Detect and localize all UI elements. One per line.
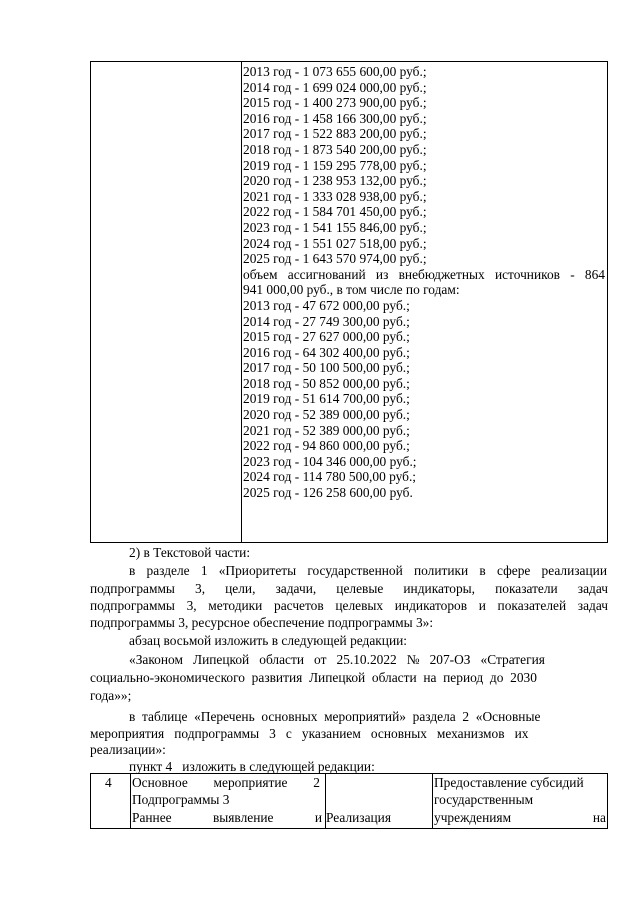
- implementation-line-1: Предоставление субсидий: [434, 775, 584, 790]
- row-number: 4: [105, 775, 112, 790]
- budget-line: 2013 год - 47 672 000,00 руб.;: [243, 297, 410, 313]
- implementation-line-2: государственным: [434, 792, 534, 807]
- budget-line: 2022 год - 94 860 000,00 руб.;: [243, 438, 410, 454]
- law-line-1: «Законом Липецкой области от 25.10.2022 № 207-ОЗ «Стратегия: [129, 652, 545, 667]
- budget-line: 2021 год - 1 333 028 938,00 руб.;: [243, 188, 427, 204]
- budget-line: 2021 год - 52 389 000,00 руб.;: [243, 422, 410, 438]
- activity-line-1: Основное мероприятие 2: [132, 775, 320, 790]
- budget-line: 2015 год - 27 627 000,00 руб.;: [243, 329, 410, 345]
- activity-line-2: Подпрограммы 3: [132, 792, 230, 807]
- budget-line: объем ассигнований из внебюджетных источников - 864: [243, 266, 605, 282]
- budget-line: 2019 год - 1 159 295 778,00 руб.;: [243, 157, 427, 173]
- item-2: 2) в Текстовой части:: [129, 545, 251, 560]
- budget-line: 2014 год - 1 699 024 000,00 руб.;: [243, 79, 427, 95]
- budget-line: 2024 год - 1 551 027 518,00 руб.;: [243, 235, 427, 251]
- budget-line: 2018 год - 50 852 000,00 руб.;: [243, 375, 410, 391]
- budget-line: 2024 год - 114 780 500,00 руб.;: [243, 469, 417, 485]
- budget-line: 2020 год - 1 238 953 132,00 руб.;: [243, 173, 427, 189]
- table-column-divider: [241, 62, 242, 542]
- budget-line: 2016 год - 1 458 166 300,00 руб.;: [243, 110, 427, 126]
- budget-line: 2017 год - 50 100 500,00 руб.;: [243, 360, 410, 376]
- budget-line: 2018 год - 1 873 540 200,00 руб.;: [243, 141, 427, 157]
- table-ref-line-2: мероприятия подпрограммы 3 с указанием основных механизмов их: [90, 726, 529, 741]
- budget-line: 2013 год - 1 073 655 600,00 руб.;: [243, 64, 427, 79]
- section1-line-4: подпрограммы 3, ресурсное обеспечение подпрограммы 3»:: [90, 615, 434, 630]
- budget-line: 941 000,00 руб., в том числе по годам:: [243, 282, 460, 298]
- table-ref-line-3: реализации»:: [90, 742, 166, 757]
- section1-line-3: подпрограммы 3, методики расчетов целевых индикаторов и показателей задач: [90, 598, 608, 613]
- budget-line: 2025 год - 1 643 570 974,00 руб.;: [243, 251, 427, 267]
- budget-line: 2015 год - 1 400 273 900,00 руб.;: [243, 95, 427, 111]
- budget-line: 2025 год - 126 258 600,00 руб.: [243, 485, 413, 501]
- point-4-instruction: пункт 4 изложить в следующей редакции:: [129, 759, 375, 774]
- budget-line: 2017 год - 1 522 883 200,00 руб.;: [243, 126, 427, 142]
- activity-line-3: Раннее выявление и: [132, 810, 322, 825]
- budget-line: 2023 год - 1 541 155 846,00 руб.;: [243, 219, 427, 235]
- budget-line: 2016 год - 64 302 400,00 руб.;: [243, 344, 410, 360]
- budget-line: 2020 год - 52 389 000,00 руб.;: [243, 407, 410, 423]
- paragraph-8-instruction: абзац восьмой изложить в следующей редакции:: [129, 633, 408, 648]
- section1-line-1: в разделе 1 «Приоритеты государственной политики в сфере реализации: [129, 563, 607, 578]
- law-line-2: социально-экономического развития Липецкой области на период до 2030: [90, 670, 537, 685]
- budget-line: 2019 год - 51 614 700,00 руб.;: [243, 391, 410, 407]
- implementation-line-3: учреждениям на: [434, 810, 606, 825]
- law-line-3: года»»;: [90, 688, 132, 703]
- table-ref-line-1: в таблице «Перечень основных мероприятий» раздела 2 «Основные: [129, 709, 541, 724]
- budget-line: 2023 год - 104 346 000,00 руб.;: [243, 453, 417, 469]
- section1-line-2: подпрограммы 3, цели, задачи, целевые индикаторы, показатели задач: [90, 581, 608, 596]
- budget-lines: [243, 64, 605, 501]
- mechanism-text: Реализация: [326, 810, 392, 825]
- budget-table: [90, 61, 608, 543]
- budget-line: 2014 год - 27 749 300,00 руб.;: [243, 313, 410, 329]
- budget-line: 2022 год - 1 584 701 450,00 руб.;: [243, 204, 427, 220]
- activities-table: [90, 773, 608, 829]
